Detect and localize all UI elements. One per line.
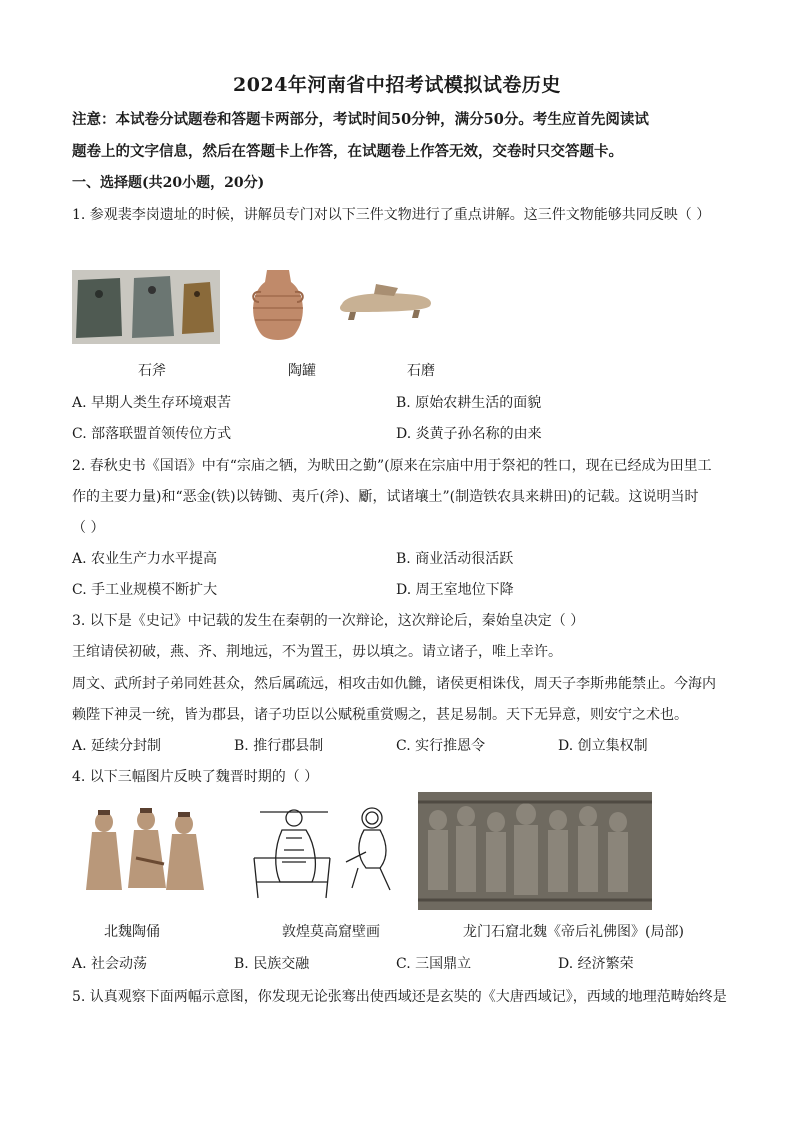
pottery-jar-image: [247, 266, 309, 346]
notice-line-1: 注意：本试卷分试题卷和答题卡两部分，考试时间50分钟，满分50分。考生应首先阅读试: [72, 111, 649, 128]
notice-line-2: 题卷上的文字信息，然后在答题卡上作答，在试题卷上作答无效，交卷时只交答题卡。: [72, 143, 623, 160]
caption-stone-mill: 石磨: [407, 363, 435, 379]
exam-title: 2024年河南省中招考试模拟试卷历史: [233, 74, 561, 96]
q2-stem-line-1: 2. 春秋史书《国语》中有“宗庙之牺，为畎田之勤”(原来在宗庙中用于祭祀的牲口，现在已经成为田里工: [72, 458, 712, 474]
stone-axe-image: [72, 270, 220, 344]
dunhuang-mural-image: [240, 798, 408, 904]
caption-dunhuang-mural: 敦煌莫高窟壁画: [282, 924, 380, 940]
q3-stem: 3. 以下是《史记》中记载的发生在秦朝的一次辩论，这次辩论后，秦始皇决定（ ）: [72, 613, 585, 629]
q4-option-d: D. 经济繁荣: [558, 956, 634, 972]
caption-longmen-relief: 龙门石窟北魏《帝后礼佛图》(局部): [463, 924, 684, 940]
q1-option-a: A. 早期人类生存环境艰苦: [72, 395, 232, 411]
q4-option-a: A. 社会动荡: [72, 956, 148, 972]
q3-option-b: B. 推行郡县制: [234, 738, 324, 754]
q1-option-d: D. 炎黄子孙名称的由来: [396, 426, 542, 442]
q1-option-b: B. 原始农耕生活的面貌: [396, 395, 542, 411]
caption-pottery-jar: 陶罐: [288, 363, 316, 379]
q3-option-c: C. 实行推恩令: [396, 738, 486, 754]
q3-option-a: A. 延续分封制: [72, 738, 162, 754]
q4-stem: 4. 以下三幅图片反映了魏晋时期的（ ）: [72, 769, 319, 785]
stone-mill-image: [336, 282, 436, 326]
section-heading: 一、选择题(共20小题，20分): [72, 175, 265, 191]
q3-option-d: D. 创立集权制: [558, 738, 648, 754]
q3-quote-2: 周文、武所封子弟同姓甚众，然后属疏远，相攻击如仇雠，诸侯更相诛伐，周天子李斯弗能禁止。今海内: [72, 676, 716, 692]
q2-stem-line-2: 作的主要力量)和“恶金(铁)以铸锄、夷斤(斧)、斸，试诸壤土”(制造铁农具来耕田)的记载。这说明当时: [72, 489, 699, 505]
caption-stone-axe: 石斧: [138, 363, 166, 379]
q2-option-a: A. 农业生产力水平提高: [72, 551, 218, 567]
q5-stem: 5. 认真观察下面两幅示意图，你发现无论张骞出使西域还是玄奘的《大唐西域记》，西域的地理范畴始终是: [72, 989, 727, 1005]
q2-option-b: B. 商业活动很活跃: [396, 551, 514, 567]
q2-stem-line-3: （ ）: [72, 520, 105, 536]
northern-wei-figurines-image: [80, 804, 214, 900]
q2-option-d: D. 周王室地位下降: [396, 582, 514, 598]
q3-quote-3: 赖陛下神灵一统，皆为郡县，诸子功臣以公赋税重赏赐之，甚足易制。天下无异意，则安宁之术也。: [72, 707, 688, 723]
q4-option-b: B. 民族交融: [234, 956, 310, 972]
q4-option-c: C. 三国鼎立: [396, 956, 472, 972]
longmen-relief-image: [418, 792, 652, 910]
q2-option-c: C. 手工业规模不断扩大: [72, 582, 218, 598]
caption-northern-wei-figurines: 北魏陶俑: [104, 924, 160, 940]
q1-option-c: C. 部落联盟首领传位方式: [72, 426, 232, 442]
q1-stem: 1. 参观裴李岗遗址的时候，讲解员专门对以下三件文物进行了重点讲解。这三件文物能够共同反映（ ）: [72, 207, 711, 223]
q3-quote-1: 王绾请侯初破，燕、齐、荆地远，不为置王，毋以填之。请立诸子，唯上幸许。: [72, 644, 562, 660]
